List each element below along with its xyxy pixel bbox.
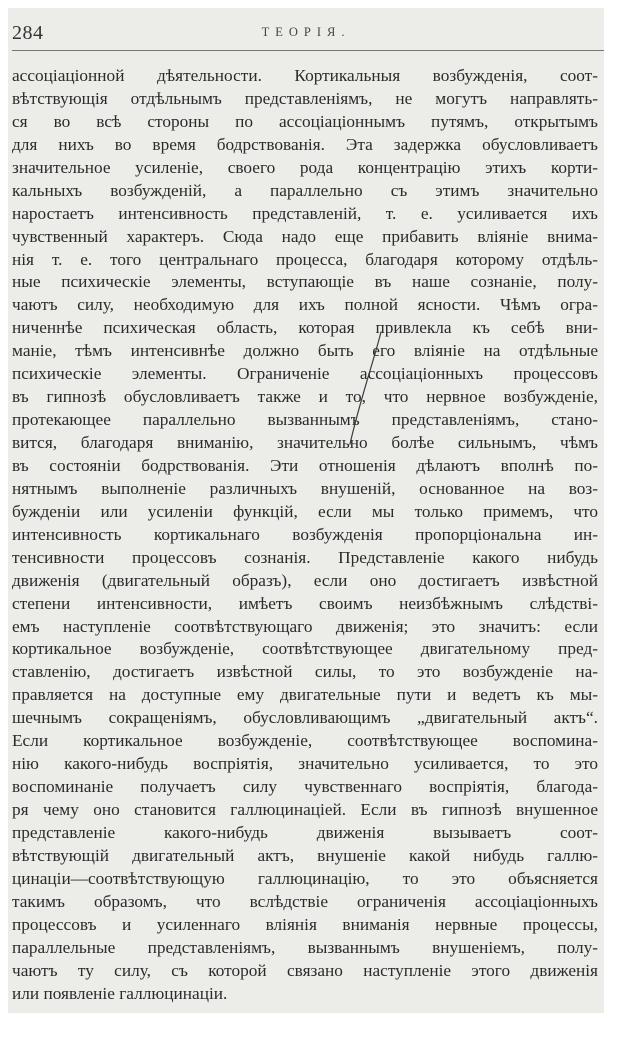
- text-line: вится, благодаря вниманію, значительно болѣе сильнымъ, чѣмъ: [12, 433, 598, 452]
- text-line: кортикальное возбужденіе, соотвѣтствующее двигательному пред-: [12, 639, 598, 659]
- text-line: Если кортикальное возбужденіе, соотвѣтствующее воспомина-: [12, 731, 598, 751]
- text-line: правляется на доступные ему двигательные пути и ведетъ къ мы-: [12, 685, 598, 705]
- body-text: [12, 65, 598, 1005]
- text-line: тенсивности процессовъ сознанія. Представленіе какого нибудь: [12, 547, 598, 567]
- text-line: наростаетъ интенсивность представленій, т. е. усиливается ихъ: [12, 203, 598, 223]
- text-line: ставленію, достигаетъ извѣстной силы, то это возбужденіе на-: [12, 662, 598, 682]
- text-line: психическіе элементы. Ограниченіе ассоціаціонныхъ процессовъ: [12, 364, 598, 384]
- text-line: для нихъ во время бодрствованія. Эта задержка обусловливаетъ: [12, 134, 598, 154]
- text-line: параллельные представленіямъ, вызваннымъ внушеніемъ, полу-: [12, 937, 598, 957]
- text-line: значительное усиленіе, своего рода концентрацію этихъ корти-: [12, 157, 598, 177]
- text-line: емъ наступленіе соотвѣтствующаго движенія; это значитъ: если: [12, 616, 598, 636]
- text-line: степени интенсивности, имѣетъ своимъ неизбѣжнымъ слѣдстві-: [12, 593, 598, 613]
- text-line: нятнымъ выполненіе различныхъ внушеній, основанное на воз-: [12, 478, 598, 498]
- text-line: ся во всѣ стороны по ассоціаціоннымъ путямъ, открытымъ: [12, 111, 598, 131]
- text-line: воспоминаніе получаетъ силу чувственнаго воспріятія, благода-: [12, 777, 598, 797]
- page-number: 284: [12, 22, 44, 44]
- header-rule: [12, 50, 604, 51]
- text-line: нія т. е. того центральнаго процесса, благодаря которому отдѣль-: [12, 249, 598, 269]
- text-line: бужденіи или усиленіи функцій, если мы только примемъ, что: [12, 501, 598, 521]
- text-line: нію какого-нибудь воспріятія, значительно усиливается, то это: [12, 754, 598, 774]
- text-line: вѣтствующія отдѣльнымъ представленіямъ, не могутъ направлять-: [12, 88, 598, 108]
- text-line: маніе, тѣмъ интенсивнѣе должно быть его вліяніе на отдѣльные: [12, 341, 598, 361]
- text-line: ниченнѣе психическая область, которая привлекла къ себѣ вни-: [12, 318, 598, 338]
- text-line: цинаціи—соотвѣтствующую галлюцинацію, то это объясняется: [12, 868, 598, 888]
- text-line: шечнымъ сокращеніямъ, обусловливающимъ „двигательный актъ“.: [12, 708, 598, 728]
- page-header: [8, 8, 604, 46]
- book-page: [8, 8, 604, 1013]
- text-line: или появленіе галлюцинаціи.: [12, 983, 228, 1003]
- text-line: ные психическіе элементы, вступающіе въ наше сознаніе, полу-: [12, 272, 598, 292]
- text-line: въ состояніи бодрствованія. Эти отношенія дѣлаютъ вполнѣ по-: [12, 455, 598, 475]
- text-line: кальныхъ возбужденій, а параллельно съ этимъ значительно: [12, 180, 598, 200]
- text-line: чаютъ силу, необходимую для ихъ полной ясности. Чѣмъ огра-: [12, 295, 598, 315]
- running-title: ТЕОРІЯ.: [261, 25, 351, 39]
- text-line: въ гипнозѣ обусловливаетъ также и то, что нервное возбужденіе,: [12, 387, 598, 407]
- text-line: интенсивность кортикальнаго возбужденія пропорціональна ин-: [12, 524, 598, 544]
- text-line: движенія (двигательный образъ), если оно достигаетъ извѣстной: [12, 570, 598, 590]
- text-line: ря чему оно становится галлюцинаціей. Если въ гипнозѣ внушенное: [12, 800, 598, 819]
- text-line: процессовъ и усиленнаго вліянія вниманія нервные процессы,: [12, 914, 598, 934]
- text-line: вѣтствующій двигательный актъ, внушеніе какой нибудь галлю-: [12, 845, 598, 865]
- text-line: такимъ образомъ, что вслѣдствіе ограниченія ассоціаціонныхъ: [12, 891, 598, 911]
- text-line: чаютъ ту силу, съ которой связано наступленіе этого движенія: [12, 960, 598, 980]
- text-line: представленіе какого-нибудь движенія вызываетъ соот-: [12, 822, 598, 842]
- text-line: ассоціаціонной дѣятельности. Кортикальныя возбужденія, соот-: [12, 66, 598, 85]
- text-line: протекающее параллельно вызваннымъ представленіямъ, стано-: [12, 410, 598, 430]
- text-line: чувственный характеръ. Сюда надо еще прибавить вліяніе внима-: [12, 226, 598, 246]
